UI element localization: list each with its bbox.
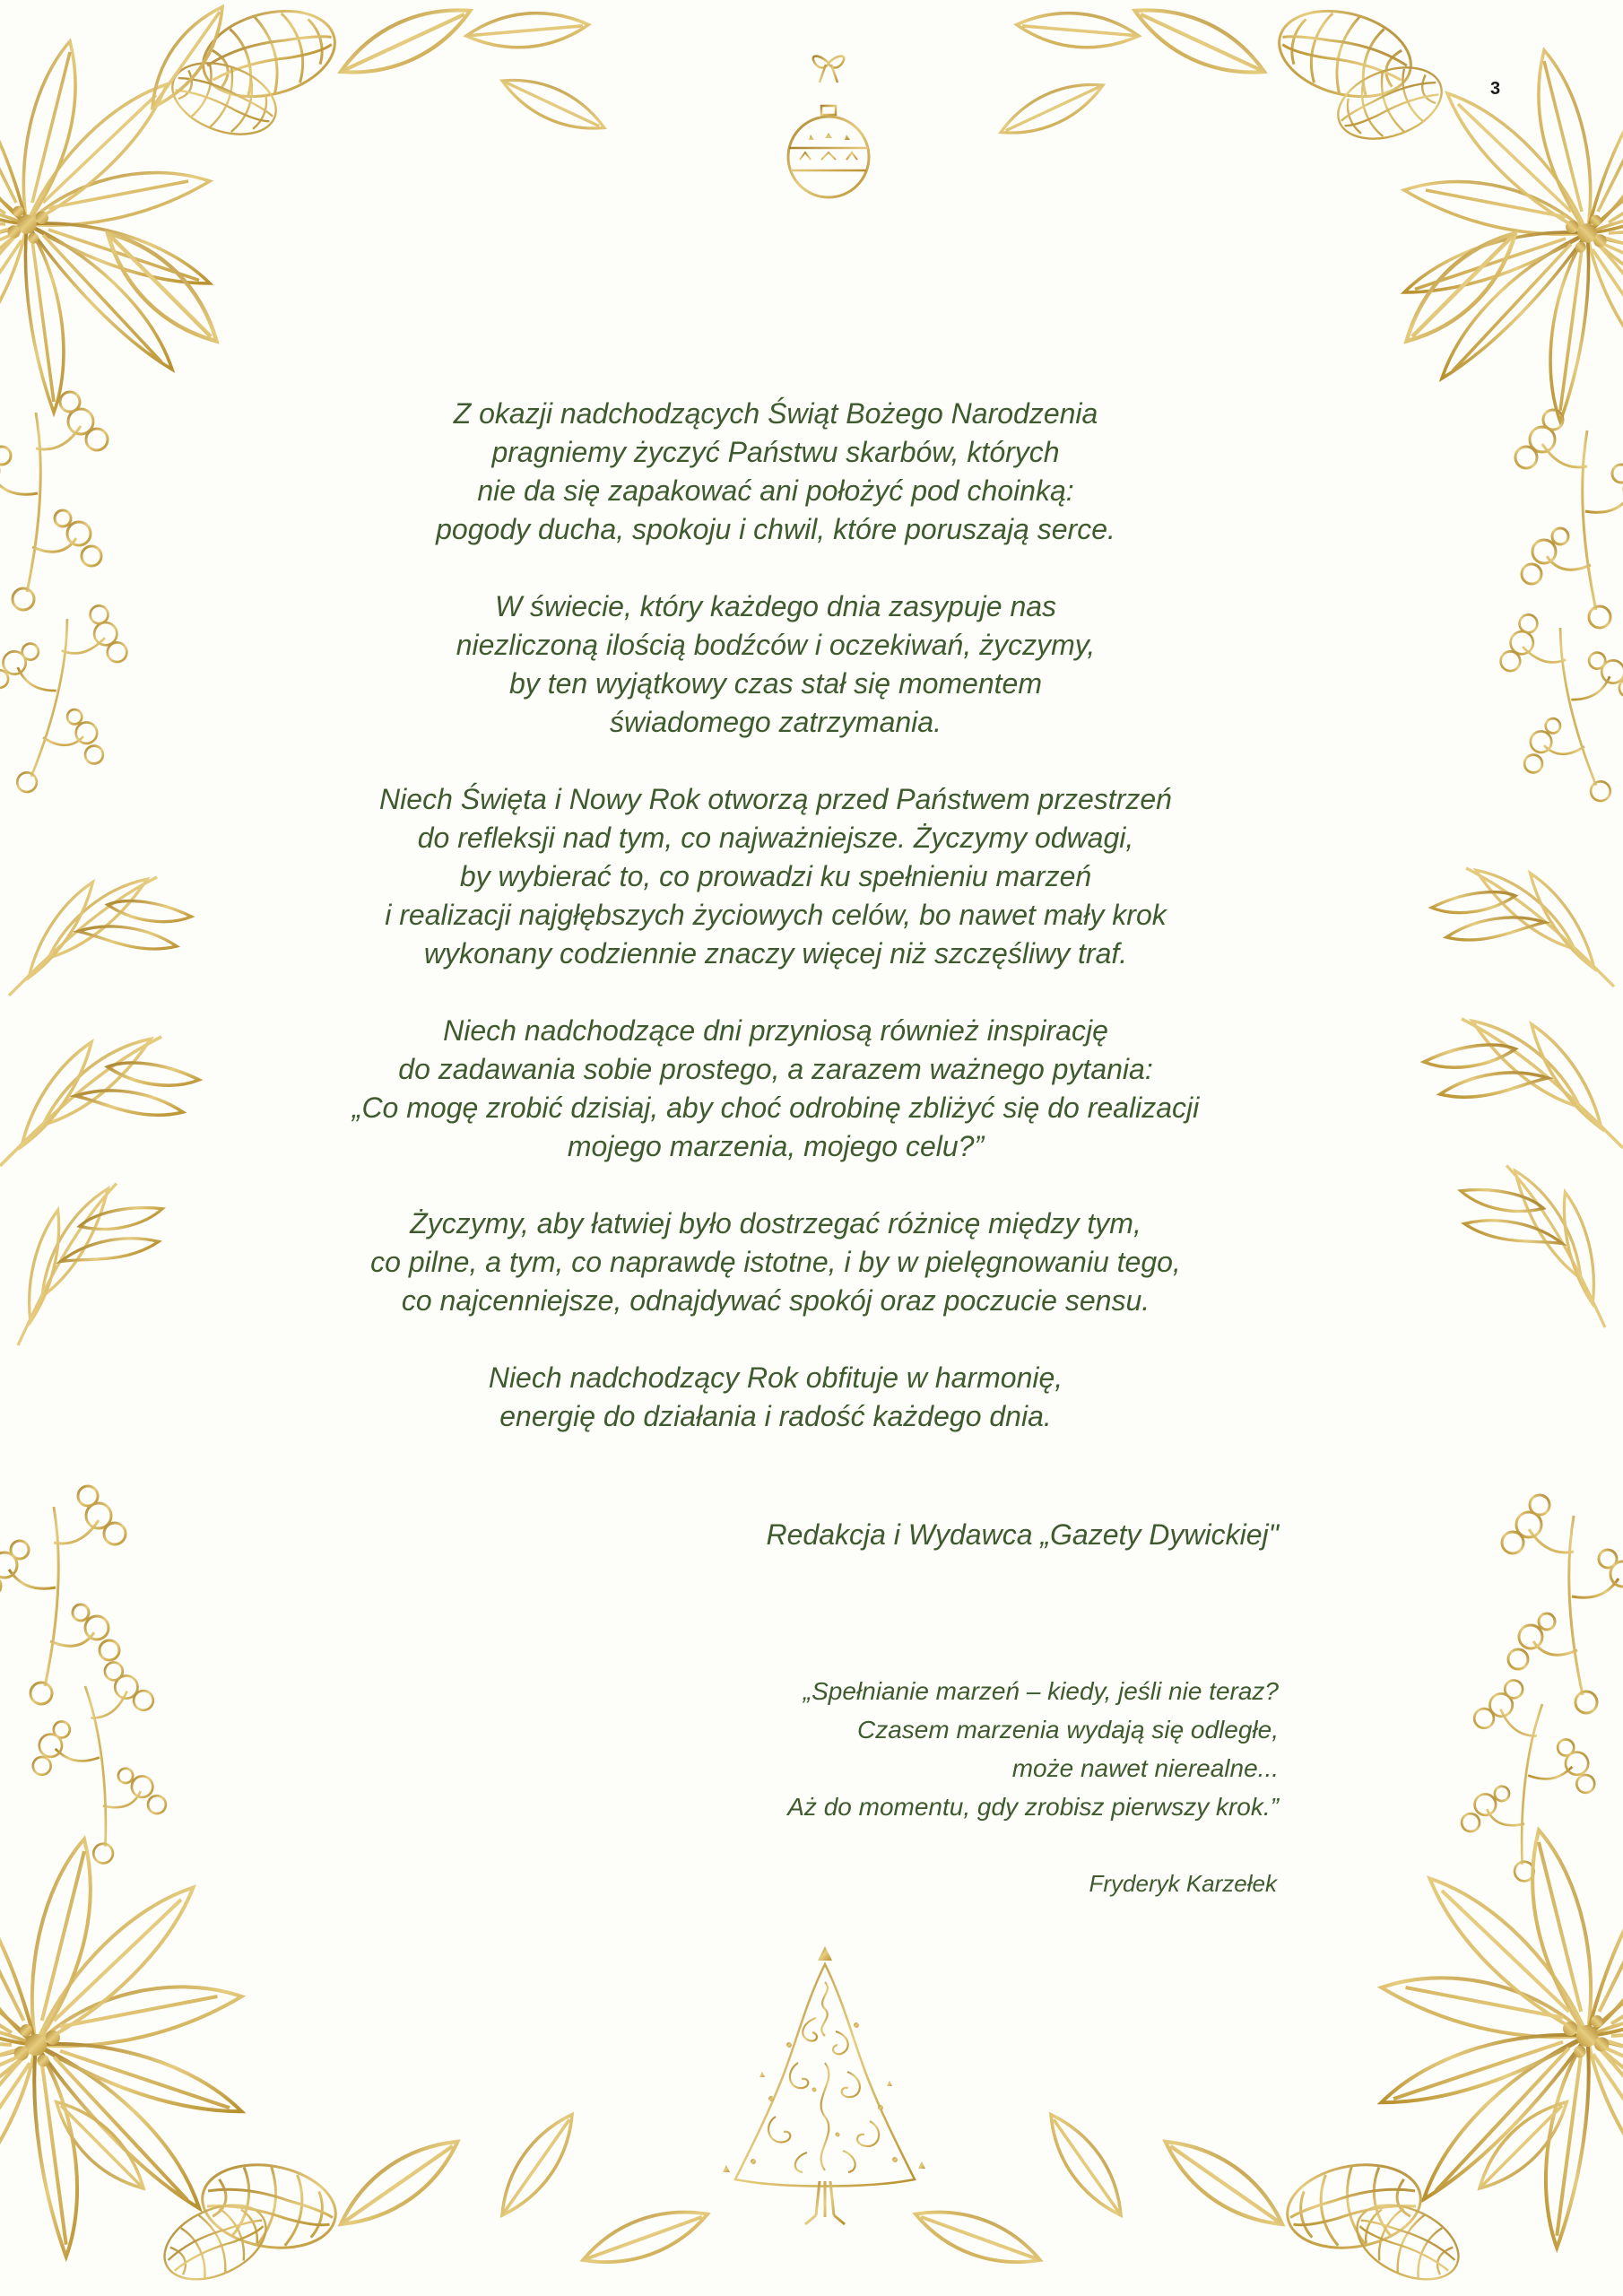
letter-line: pogody ducha, spokoju i chwil, które poruszają serce. bbox=[436, 513, 1115, 545]
letter-line: mojego marzenia, mojego celu?” bbox=[567, 1130, 985, 1162]
letter-paragraph bbox=[269, 1205, 1282, 1320]
signature: Redakcja i Wydawca „Gazety Dywickiej" bbox=[766, 1518, 1279, 1551]
letter-line: energię do działania i radość każdego dnia. bbox=[499, 1400, 1052, 1432]
letter-paragraph bbox=[269, 780, 1282, 973]
letter-line: W świecie, który każdego dnia zasypuje nas bbox=[494, 590, 1057, 622]
letter-line: Życzymy, aby łatwiej było dostrzegać różnicę między tym, bbox=[410, 1207, 1141, 1239]
left-side-sprigs bbox=[0, 877, 199, 1873]
bottom-left-corner-flora bbox=[0, 1839, 711, 2294]
quote-line: Aż do momentu, gdy zrobisz pierwszy krok.” bbox=[787, 1793, 1279, 1821]
letter-line: Z okazji nadchodzących Świąt Bożego Narodzenia bbox=[453, 397, 1098, 430]
letter-line: Niech nadchodzące dni przyniosą również inspirację bbox=[443, 1014, 1108, 1047]
quote-line: może nawet nierealne... bbox=[1011, 1754, 1279, 1782]
quote-line: „Spełnianie marzeń – kiedy, jeśli nie teraz? bbox=[803, 1677, 1279, 1705]
right-side-sprigs bbox=[1424, 868, 1623, 1891]
letter-paragraph bbox=[269, 395, 1282, 549]
letter-line: „Co mogę zrobić dzisiaj, aby choć odrobinę zbliżyć się do realizacji bbox=[352, 1091, 1200, 1124]
letter-line: świadomego zatrzymania. bbox=[610, 706, 942, 738]
bottom-right-corner-flora bbox=[912, 1831, 1623, 2294]
quote-line: Czasem marzenia wydają się odległe, bbox=[857, 1716, 1279, 1744]
letter-line: niezliczoną ilością bodźców i oczekiwań, życzymy, bbox=[456, 629, 1096, 661]
page-number: 3 bbox=[1490, 79, 1501, 99]
letter-line: do refleksji nad tym, co najważniejsze. Życzymy odwagi, bbox=[417, 822, 1134, 854]
letter-line: nie da się zapakować ani położyć pod choinką: bbox=[477, 474, 1074, 507]
letter-line: co pilne, a tym, co naprawdę istotne, i by w pielęgnowaniu tego, bbox=[370, 1246, 1181, 1278]
letter-paragraph bbox=[269, 587, 1282, 742]
letter-line: do zadawania sobie prostego, a zarazem ważnego pytania: bbox=[398, 1053, 1153, 1085]
letter-line: pragniemy życzyć Państwu skarbów, których bbox=[491, 436, 1060, 468]
letter-line: wykonany codziennie znaczy więcej niż szczęśliwy traf. bbox=[423, 937, 1128, 970]
letter-line: Niech Święta i Nowy Rok otworzą przed Państwem przestrzeń bbox=[379, 783, 1172, 815]
letter-line: Niech nadchodzący Rok obfituje w harmonię, bbox=[488, 1361, 1063, 1394]
letter-line: by ten wyjątkowy czas stał się momentem bbox=[509, 667, 1042, 700]
letter-paragraph bbox=[269, 1012, 1282, 1166]
christmas-tree-icon bbox=[723, 1946, 925, 2224]
letter-line: i realizacji najgłębszych życiowych celów, bo nawet mały krok bbox=[385, 899, 1167, 931]
letter-line: by wybierać to, co prowadzi ku spełnieniu marzeń bbox=[459, 860, 1092, 892]
letter-line: co najcenniejsze, odnajdywać spokój oraz poczucie sensu. bbox=[401, 1284, 1150, 1317]
greeting-letter bbox=[269, 395, 1282, 1474]
letter-paragraph bbox=[269, 1359, 1282, 1436]
closing-quote bbox=[556, 1672, 1279, 1826]
quote-author: Fryderyk Karzełek bbox=[1089, 1870, 1277, 1897]
ornament-bauble-icon bbox=[788, 0, 869, 197]
